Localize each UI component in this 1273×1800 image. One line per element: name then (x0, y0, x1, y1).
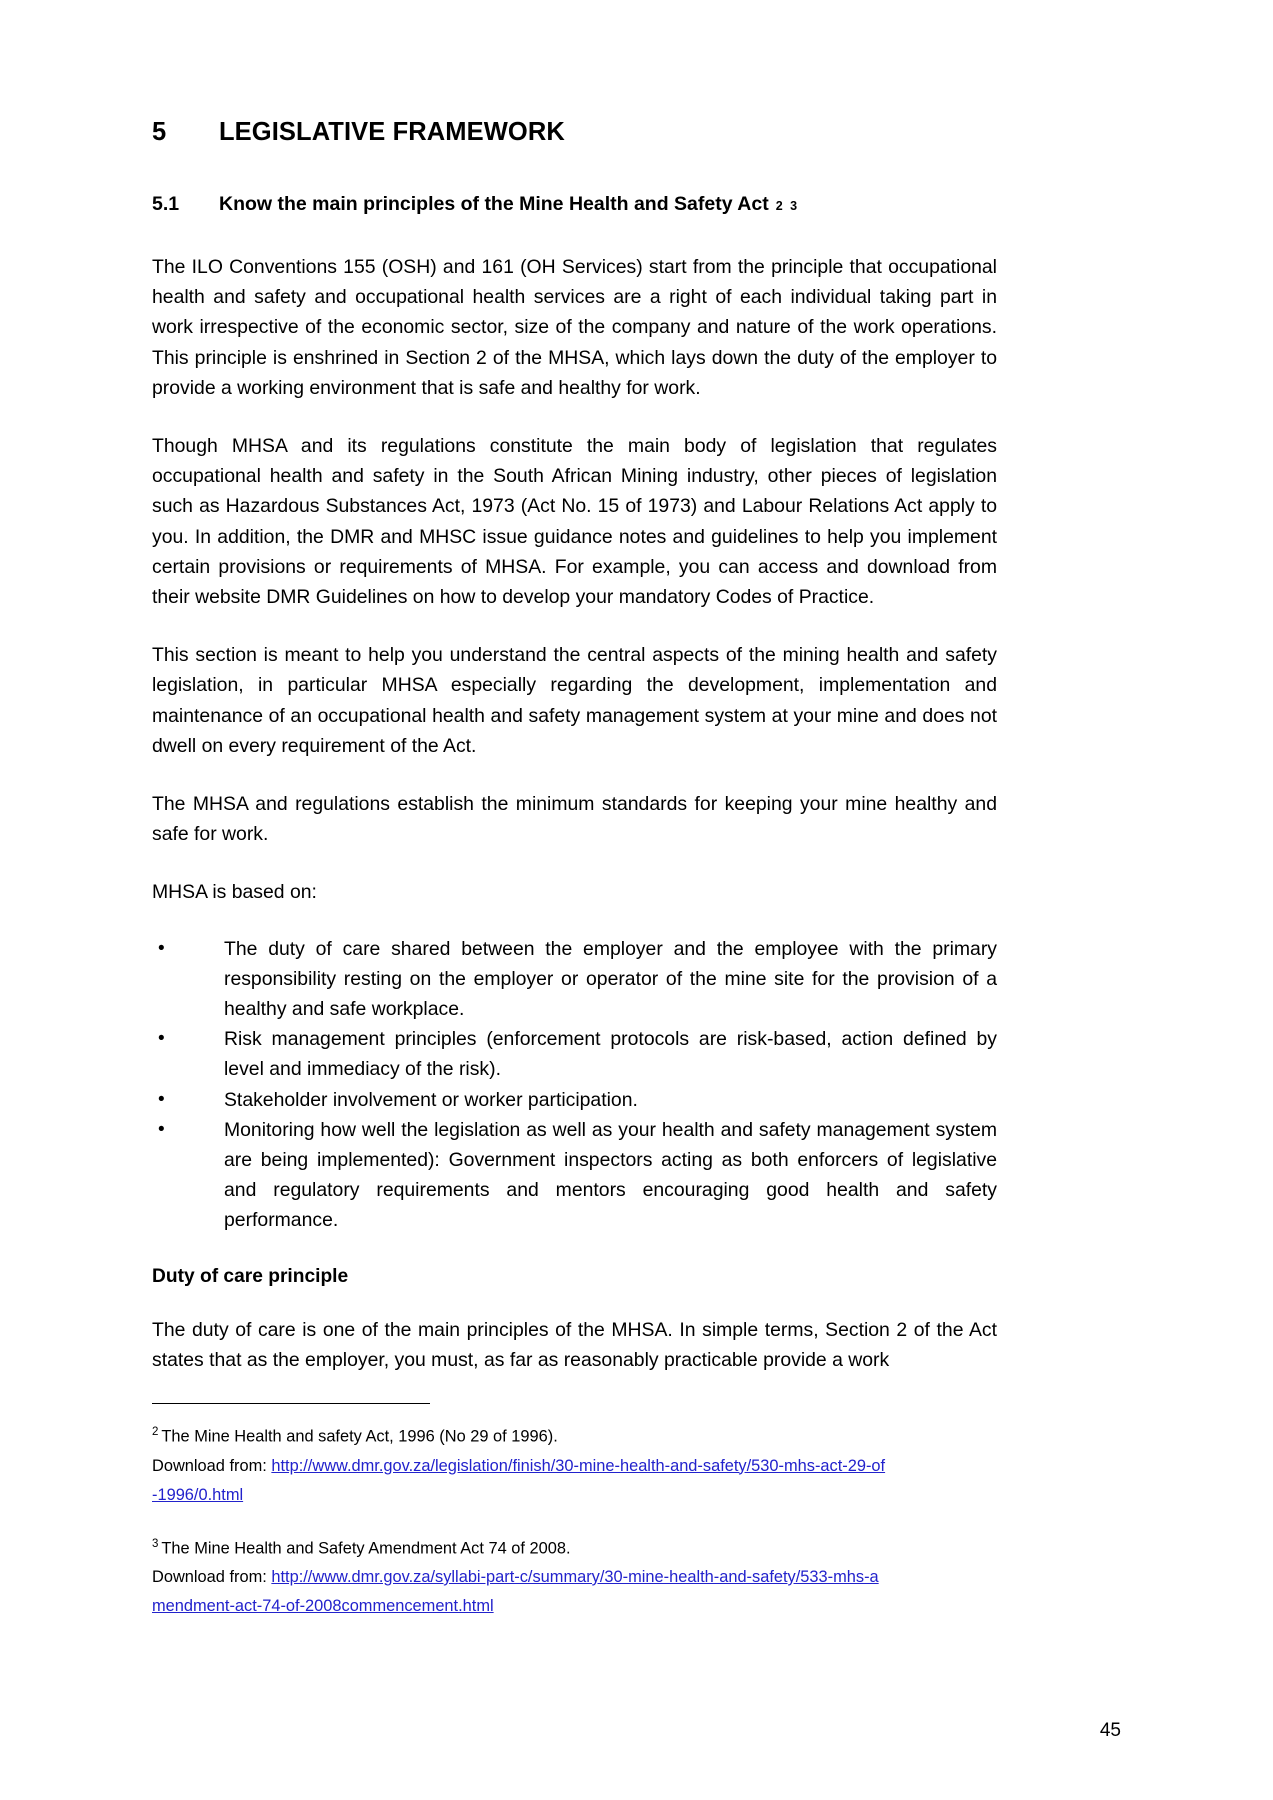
bullet-icon: • (158, 937, 165, 959)
footnote-reference-marks: 2 3 (775, 199, 800, 213)
list-item-text: Stakeholder involvement or worker participation. (224, 1088, 638, 1111)
footnote-url-link[interactable]: http://www.dmr.gov.za/syllabi-part-c/summary/30-mine-health-and-safety/533-mhs-a (271, 1568, 879, 1587)
section-heading (152, 118, 997, 147)
footnote-marker: 3 (152, 1537, 159, 1550)
footnote-url-link-continued[interactable]: -1996/0.html (152, 1485, 244, 1504)
footnote-2 (152, 1418, 997, 1509)
bullet-icon: • (158, 1028, 165, 1050)
bullet-icon: • (158, 1088, 165, 1110)
list-item (152, 1085, 997, 1115)
list-item (152, 1115, 997, 1236)
list-item (152, 1024, 997, 1084)
paragraph-1: The ILO Conventions 155 (OSH) and 161 (OH Services) start from the principle that occupational health and safety and occupational health services are a right of each individual taking part in work irrespective of the economic sector, size of the company and nature of the work operations. This principle is enshrined in Section 2 of the MHSA, which lays down the duty of the employer to provide a working environment that is safe and healthy for work. (152, 256, 997, 399)
download-label: Download from: (152, 1456, 267, 1475)
paragraph-3: This section is meant to help you understand the central aspects of the mining health and safety legislation, in particular MHSA especially regarding the development, implementation and maintenance of an occupational health and safety management system at your mine and does not dwell on every requirement of the Act. (152, 644, 997, 757)
subsection-title: Know the main principles of the Mine Health and Safety Act (219, 193, 769, 215)
paragraph-5: MHSA is based on: (152, 881, 317, 904)
bullet-icon: • (158, 1118, 165, 1140)
closing-paragraph: The duty of care is one of the main principles of the MHSA. In simple terms, Section 2 of the Act states that as the employer, you must, as far as reasonably practicable provide a work (152, 1318, 997, 1371)
footnote-download-line (152, 1563, 997, 1621)
paragraph-4: The MHSA and regulations establish the minimum standards for keeping your mine healthy and safe for work. (152, 793, 997, 846)
footnote-separator-rule (152, 1403, 430, 1404)
footnote-3 (152, 1530, 997, 1621)
subsection-heading (152, 193, 997, 216)
subsection-number: 5.1 (152, 193, 180, 215)
download-label: Download from: (152, 1568, 267, 1587)
footnote-download-line (152, 1452, 997, 1510)
footnote-marker: 2 (152, 1426, 159, 1439)
footnote-url-link-continued[interactable]: mendment-act-74-of-2008commencement.html (152, 1597, 494, 1616)
section-title: LEGISLATIVE FRAMEWORK (219, 118, 565, 146)
footnote-text: The Mine Health and Safety Amendment Act 74 of 2008. (161, 1539, 571, 1558)
section-number: 5 (152, 118, 167, 146)
page-number: 45 (1099, 1720, 1121, 1741)
footnote-text: The Mine Health and safety Act, 1996 (No 29 of 1996). (161, 1427, 558, 1446)
list-item-text: The duty of care shared between the employer and the employee with the primary responsibility resting on the employer or operator of the mine site for the provision of a healthy and safe workplace. (224, 937, 997, 1021)
list-item (152, 934, 997, 1025)
subheading-duty-of-care: Duty of care principle (152, 1265, 349, 1287)
list-item-text: Risk management principles (enforcement protocols are risk-based, action defined by level and immediacy of the risk). (224, 1028, 997, 1081)
page-content (152, 118, 997, 1621)
paragraph-2: Though MHSA and its regulations constitute the main body of legislation that regulates occupational health and safety in the South African Mining industry, other pieces of legislation such as Hazardous Substances Act, 1973 (Act No. 15 of 1973) and Labour Relations Act apply to you. In addition, the DMR and MHSC issue guidance notes and guidelines to help you implement certain provisions or requirements of MHSA. For example, you can access and download from their website DMR Guidelines on how to develop your mandatory Codes of Practice. (152, 435, 997, 609)
footnotes-section (152, 1403, 997, 1621)
footnote-url-link[interactable]: http://www.dmr.gov.za/legislation/finish/30-mine-health-and-safety/530-mhs-act-29-of (271, 1456, 886, 1475)
principles-list (152, 934, 997, 1236)
list-item-text: Monitoring how well the legislation as well as your health and safety management system are being implemented): Government inspectors acting as both enforcers of legislative and regulatory requirements and mentors encouraging good health and safety performance. (224, 1118, 997, 1232)
